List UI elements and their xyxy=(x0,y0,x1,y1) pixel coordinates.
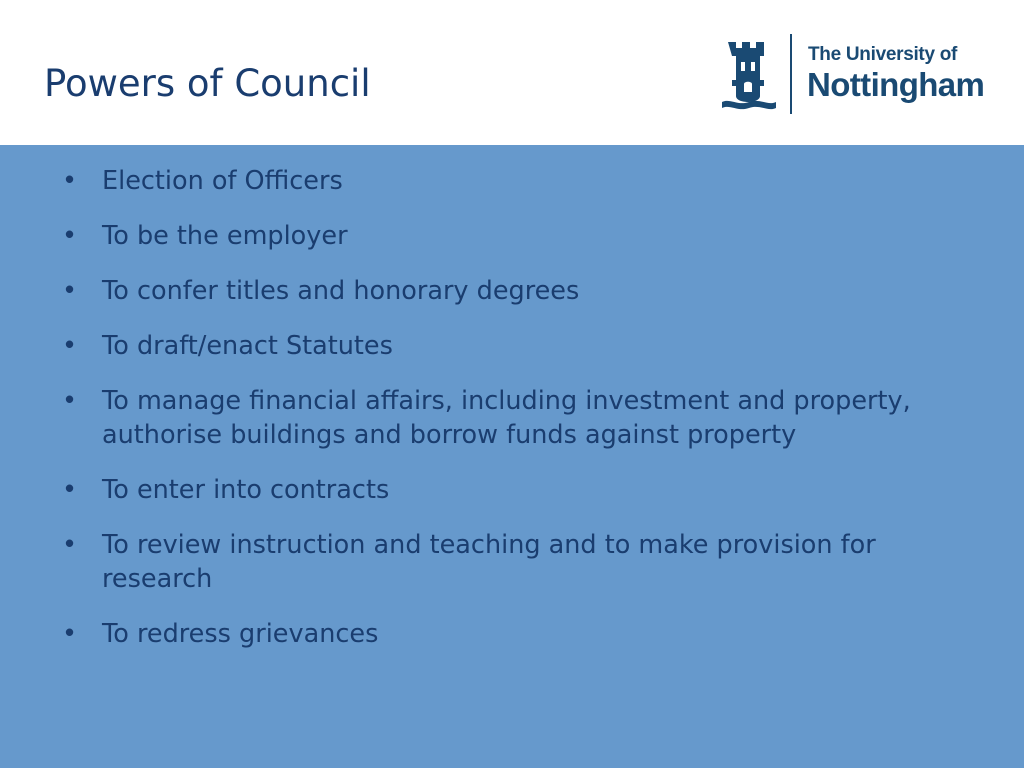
bullet-item xyxy=(62,274,942,308)
castle-crest-icon xyxy=(722,38,776,110)
bullet-item xyxy=(62,617,942,651)
bullet-dot-icon: • xyxy=(62,166,78,196)
bullet-list xyxy=(62,164,942,672)
bullet-text: To be the employer xyxy=(102,221,348,251)
slide-header xyxy=(0,0,1024,145)
bullet-text: To enter into contracts xyxy=(102,475,390,505)
bullet-dot-icon: • xyxy=(62,221,78,251)
bullet-item xyxy=(62,384,942,452)
bullet-dot-icon: • xyxy=(62,276,78,306)
bullet-dot-icon: • xyxy=(62,386,78,416)
bullet-dot-icon: • xyxy=(62,331,78,361)
bullet-dot-icon: • xyxy=(62,530,78,560)
bullet-item xyxy=(62,219,942,253)
bullet-text: To draft/enact Statutes xyxy=(102,331,393,361)
bullet-text: To redress grievances xyxy=(102,619,379,649)
logo-text-line2: Nottingham xyxy=(807,66,985,103)
bullet-text: Election of Officers xyxy=(102,166,343,196)
bullet-item xyxy=(62,528,942,596)
logo-text-line1: The University of xyxy=(808,44,958,65)
bullet-item xyxy=(62,473,942,507)
bullet-item xyxy=(62,164,942,198)
bullet-item xyxy=(62,329,942,363)
slide-content xyxy=(0,145,1024,768)
bullet-text: To manage financial affairs, including investment and property, authorise buildings and borrow funds against property xyxy=(102,386,911,450)
bullet-text: To confer titles and honorary degrees xyxy=(102,276,580,306)
bullet-dot-icon: • xyxy=(62,475,78,505)
bullet-text: To review instruction and teaching and to make provision for research xyxy=(102,530,876,594)
logo-divider xyxy=(790,34,792,114)
bullet-dot-icon: • xyxy=(62,619,78,649)
slide-title: Powers of Council xyxy=(44,62,371,105)
university-logo xyxy=(722,34,992,114)
